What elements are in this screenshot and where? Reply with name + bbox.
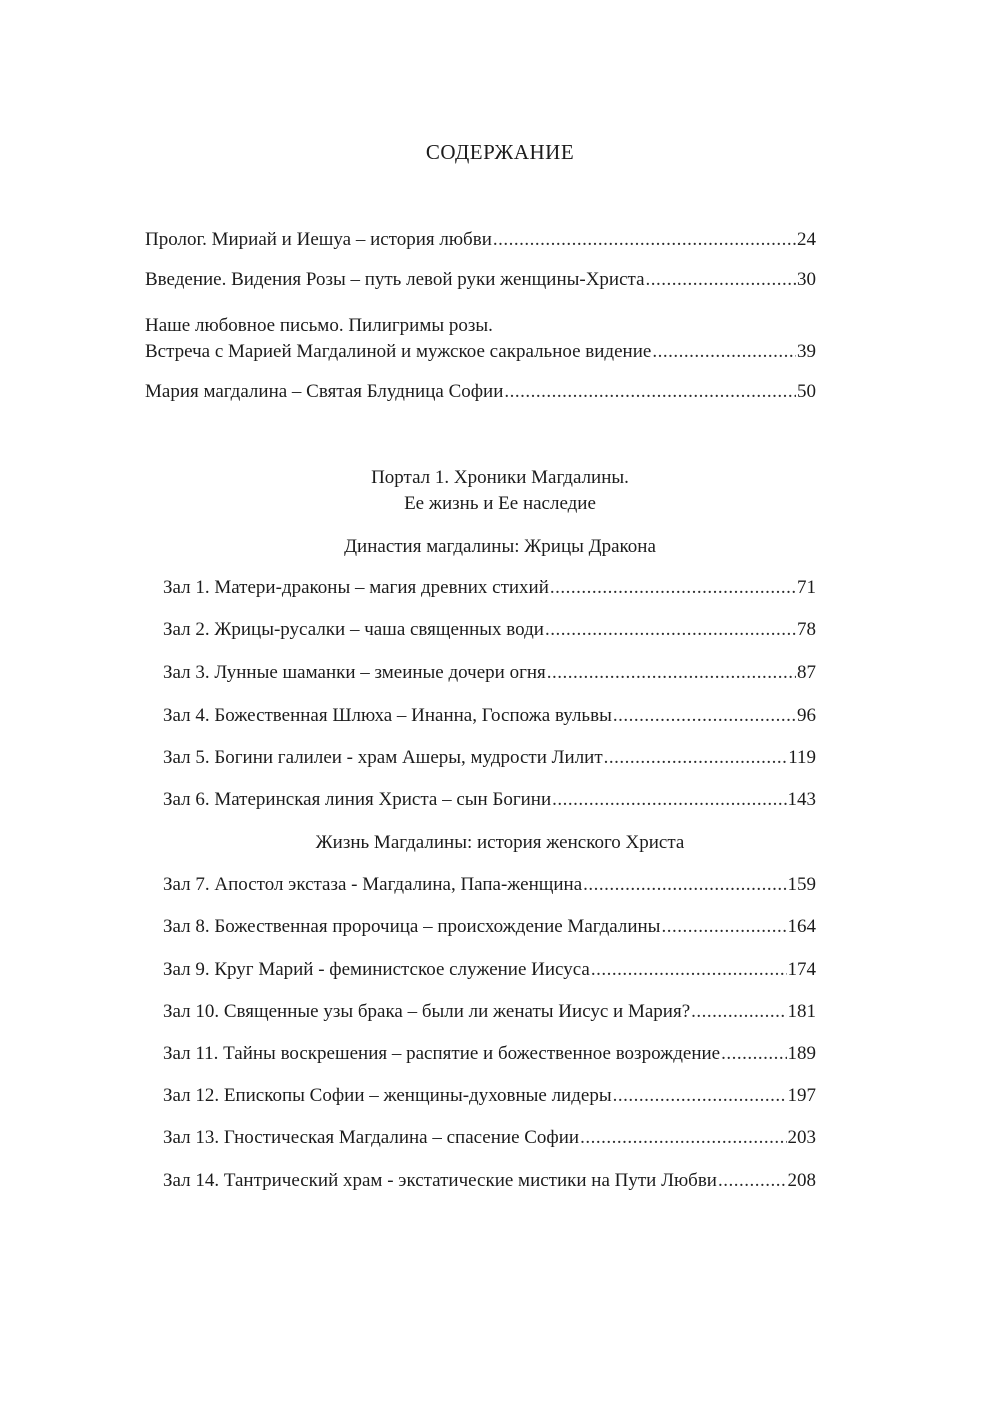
toc-entry-prologue	[145, 228, 816, 252]
toc-entry-page: 203	[787, 1127, 816, 1148]
dot-leader	[604, 746, 788, 770]
toc-entry-page: 30	[797, 269, 816, 290]
toc-entry-hall-2	[163, 618, 816, 642]
dot-leader	[613, 1084, 787, 1108]
toc-entry-page: 96	[797, 705, 816, 726]
toc-entry-hall-8	[163, 915, 816, 939]
toc-entry-introduction	[145, 268, 816, 292]
dot-leader	[547, 661, 796, 685]
toc-entry-hall-13	[163, 1126, 816, 1150]
toc-entry-text: Зал 2. Жрицы-русалки – чаша священных води	[163, 619, 544, 640]
toc-entry-page: 39	[797, 341, 816, 362]
toc-entry-hall-11	[163, 1042, 816, 1066]
portal-heading-line1: Портал 1. Хроники Магдалины.	[371, 467, 629, 488]
toc-entry-text: Зал 6. Материнская линия Христа – сын Богини	[163, 789, 552, 810]
toc-entry-hall-1	[163, 576, 816, 600]
dot-leader	[613, 704, 796, 728]
dot-leader	[721, 1042, 786, 1066]
toc-entry-page: 87	[797, 662, 816, 683]
toc-entry-text: Пролог. Мириай и Иешуа – история любви	[145, 229, 492, 250]
toc-entry-text: Зал 1. Матери-драконы – магия древних стихий	[163, 577, 549, 598]
section-heading: Династия магдалины: Жрицы Дракона	[344, 536, 656, 557]
section-heading: Жизнь Магдалины: история женского Христа	[315, 832, 685, 853]
toc-entry-page: 24	[797, 229, 816, 250]
dot-leader	[652, 340, 796, 364]
dot-leader	[646, 268, 796, 292]
toc-entry-mary-magdalene	[145, 380, 816, 404]
toc-entry-text: Зал 7. Апостол экстаза - Магдалина, Папа-женщина	[163, 874, 583, 895]
toc-entry-page: 181	[787, 1001, 816, 1022]
dot-leader	[580, 1126, 786, 1150]
toc-entry-hall-10	[163, 1000, 816, 1024]
toc-entry-page: 159	[787, 874, 816, 895]
toc-entry-love-letter-line1: Наше любовное письмо. Пилигримы розы.	[145, 315, 493, 336]
toc-entry-page: 50	[797, 381, 816, 402]
dot-leader	[583, 873, 786, 897]
toc-entry-page: 197	[787, 1085, 816, 1106]
dot-leader	[691, 1000, 786, 1024]
toc-entry-hall-9	[163, 958, 816, 982]
toc-entry-text: Зал 9. Круг Марий - феминистское служение Иисуса	[163, 959, 590, 980]
toc-entry-page: 174	[787, 959, 816, 980]
dot-leader	[545, 618, 796, 642]
toc-entry-text: Зал 5. Богини галилеи - храм Ашеры, мудрости Лилит	[163, 747, 603, 768]
toc-entry-hall-4	[163, 704, 816, 728]
toc-entry-page: 189	[787, 1043, 816, 1064]
toc-entry-text: Зал 3. Лунные шаманки – змеиные дочери огня	[163, 662, 546, 683]
toc-entry-page: 78	[797, 619, 816, 640]
toc-entry-page: 71	[797, 577, 816, 598]
dot-leader	[504, 380, 796, 404]
toc-entry-page: 119	[788, 747, 816, 768]
toc-entry-hall-3	[163, 661, 816, 685]
toc-entry-love-letter	[145, 340, 816, 364]
toc-entry-text: Зал 10. Священные узы брака – были ли женаты Иисус и Мария?	[163, 1001, 691, 1022]
toc-entry-text: Встреча с Марией Магдалиной и мужское сакральное видение	[145, 341, 652, 362]
toc-entry-text: Зал 4. Божественная Шлюха – Инанна, Госпожа вульвы	[163, 705, 612, 726]
toc-entry-text: Зал 14. Тантрический храм - экстатические мистики на Пути Любви	[163, 1170, 717, 1191]
dot-leader	[552, 788, 786, 812]
toc-entry-hall-14	[163, 1169, 816, 1193]
portal-heading-line2: Ее жизнь и Ее наследие	[404, 493, 596, 514]
toc-entry-text: Зал 8. Божественная пророчица – происхождение Магдалины	[163, 916, 661, 937]
toc-entry-hall-6	[163, 788, 816, 812]
toc-entry-page: 143	[787, 789, 816, 810]
toc-entry-text: Зал 11. Тайны воскрешения – распятие и божественное возрождение	[163, 1043, 721, 1064]
dot-leader	[661, 915, 786, 939]
toc-entry-text: Зал 12. Епископы Софии – женщины-духовные лидеры	[163, 1085, 612, 1106]
page-title: СОДЕРЖАНИЕ	[425, 140, 575, 164]
dot-leader	[550, 576, 796, 600]
toc-entry-page: 164	[787, 916, 816, 937]
toc-entry-hall-12	[163, 1084, 816, 1108]
toc-entry-text: Зал 13. Гностическая Магдалина – спасение Софии	[163, 1127, 580, 1148]
toc-entry-hall-5	[163, 746, 816, 770]
toc-entry-text: Мария магдалина – Святая Блудница Софии	[145, 381, 504, 402]
dot-leader	[591, 958, 787, 982]
dot-leader	[493, 228, 796, 252]
toc-entry-hall-7	[163, 873, 816, 897]
toc-entry-text: Введение. Видения Розы – путь левой руки женщины-Христа	[145, 269, 645, 290]
toc-entry-page: 208	[787, 1170, 816, 1191]
dot-leader	[718, 1169, 787, 1193]
